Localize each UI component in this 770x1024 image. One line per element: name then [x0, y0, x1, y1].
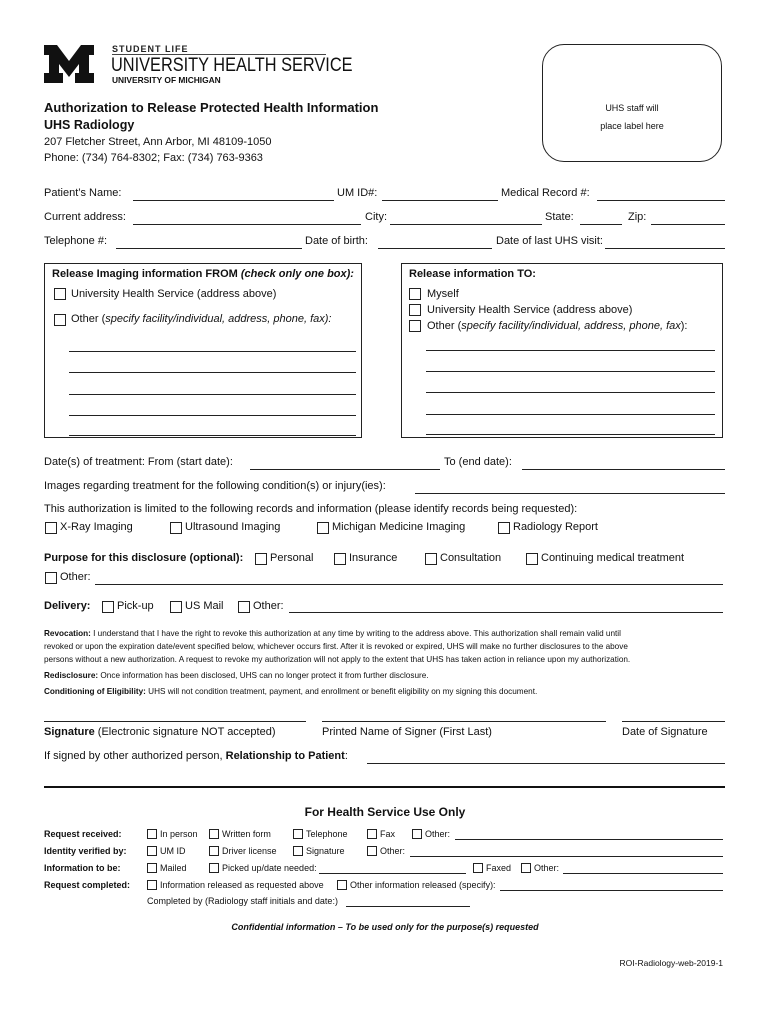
rr-fax-label: Fax — [380, 829, 396, 839]
form-title: Authorization to Release Protected Health Information — [44, 100, 379, 115]
request-completed-label: Request completed: — [44, 880, 131, 890]
purpose-other-field[interactable] — [95, 584, 723, 585]
section-divider — [44, 786, 725, 788]
office-use-heading: For Health Service Use Only — [304, 805, 466, 819]
form-code: ROI-Radiology-web-2019-1 — [619, 958, 723, 968]
delivery-other-label: Other: — [253, 600, 284, 612]
iv-signature-checkbox[interactable] — [293, 846, 303, 856]
signature-label: Signature (Electronic signature NOT accepted) — [44, 726, 276, 738]
delivery-usmail-checkbox[interactable] — [170, 601, 182, 613]
purpose-insurance-checkbox[interactable] — [334, 553, 346, 565]
printed-name-field[interactable] — [322, 721, 606, 722]
release-from-box — [44, 263, 362, 438]
patient-name-field[interactable] — [133, 200, 334, 201]
release-to-uhs-label: University Health Service (address above) — [427, 304, 633, 316]
release-from-line-5[interactable] — [69, 435, 356, 436]
delivery-usmail-label: US Mail — [185, 600, 224, 612]
state-field[interactable] — [580, 224, 622, 225]
state-label: State: — [545, 211, 574, 223]
delivery-other-field[interactable] — [289, 612, 723, 613]
release-from-line-3[interactable] — [69, 394, 356, 395]
purpose-insurance-label: Insurance — [349, 552, 398, 564]
it-mailed-label: Mailed — [160, 863, 187, 873]
rr-other-checkbox[interactable] — [412, 829, 422, 839]
rr-in-person-label: In person — [160, 829, 198, 839]
conditions-field[interactable] — [415, 493, 725, 494]
release-to-uhs-checkbox[interactable] — [409, 304, 421, 316]
release-to-other-label: Other (specify facility/individual, address, phone, fax): — [427, 320, 688, 332]
it-picked-up-field[interactable] — [319, 873, 466, 874]
address-label: Current address: — [44, 211, 126, 223]
rc-released-checkbox[interactable] — [147, 880, 157, 890]
iv-other-field[interactable] — [410, 856, 723, 857]
it-faxed-label: Faxed — [486, 863, 512, 873]
delivery-label: Delivery: — [44, 600, 91, 612]
it-other-label: Other: — [534, 863, 560, 873]
iv-signature-label: Signature — [306, 846, 345, 856]
iv-other-checkbox[interactable] — [367, 846, 377, 856]
michigan-medicine-checkbox[interactable] — [317, 522, 329, 534]
label-box-text-2: place label here — [600, 121, 664, 131]
radiology-report-label: Radiology Report — [513, 521, 598, 533]
printed-name-label: Printed Name of Signer (First Last) — [322, 726, 492, 738]
completed-by-label: Completed by (Radiology staff initials and date:) — [147, 896, 338, 906]
signature-field[interactable] — [44, 721, 306, 722]
rc-other-released-checkbox[interactable] — [337, 880, 347, 890]
purpose-other-label: Other: — [60, 571, 91, 583]
dob-field[interactable] — [378, 248, 492, 249]
limited-text: This authorization is limited to the following records and information (please identify records being requested): — [44, 503, 578, 515]
release-to-myself-checkbox[interactable] — [409, 288, 421, 300]
umid-field[interactable] — [382, 200, 498, 201]
release-to-line-3[interactable] — [426, 392, 715, 393]
label-placeholder-box — [542, 44, 722, 162]
treatment-dates-label: Date(s) of treatment: From (start date): — [44, 456, 233, 468]
release-from-other-checkbox[interactable] — [54, 314, 66, 326]
it-other-checkbox[interactable] — [521, 863, 531, 873]
delivery-pickup-checkbox[interactable] — [102, 601, 114, 613]
patient-name-label: Patient’s Name: — [44, 187, 122, 199]
relationship-field[interactable] — [367, 763, 725, 764]
rc-other-released-field[interactable] — [500, 890, 723, 891]
purpose-personal-checkbox[interactable] — [255, 553, 267, 565]
michigan-medicine-label: Michigan Medicine Imaging — [332, 521, 466, 533]
release-to-line-2[interactable] — [426, 371, 715, 372]
telephone-field[interactable] — [116, 248, 302, 249]
it-picked-up-label: Picked up/date needed: — [222, 863, 317, 873]
dob-label: Date of birth: — [305, 235, 368, 247]
rr-other-field[interactable] — [455, 839, 723, 840]
conditions-label: Images regarding treatment for the following condition(s) or injury(ies): — [44, 480, 386, 492]
release-to-other-checkbox[interactable] — [409, 320, 421, 332]
rr-fax-checkbox[interactable] — [367, 829, 377, 839]
ultrasound-checkbox[interactable] — [170, 522, 182, 534]
xray-checkbox[interactable] — [45, 522, 57, 534]
release-to-line-5[interactable] — [426, 434, 715, 435]
medical-record-label: Medical Record #: — [501, 187, 590, 199]
iv-other-label: Other: — [380, 846, 406, 856]
release-from-line-1[interactable] — [69, 351, 356, 352]
completed-by-field[interactable] — [346, 906, 470, 907]
revocation-text-3: persons without a new authorization. A request to revoke my authorization will not apply to the extent that UHS has taken action in reliance upon my authorization. — [44, 655, 631, 664]
purpose-consultation-label: Consultation — [440, 552, 502, 564]
address-field[interactable] — [133, 224, 361, 225]
release-from-uhs-checkbox[interactable] — [54, 288, 66, 300]
redisclosure-text: Redisclosure: Once information has been disclosed, UHS can no longer protect it from further disclosure. — [44, 671, 429, 680]
conditioning-text: Conditioning of Eligibility: UHS will not condition treatment, payment, and enrollment or benefit eligibility on my signing this document. — [44, 687, 538, 696]
info-to-be-label: Information to be: — [44, 863, 121, 873]
it-other-field[interactable] — [563, 873, 723, 874]
release-from-other-label: Other (specify facility/individual, address, phone, fax): — [71, 313, 332, 325]
end-date-label: To (end date): — [444, 456, 512, 468]
release-to-line-4[interactable] — [426, 414, 715, 415]
logo-umich: UNIVERSITY OF MICHIGAN — [112, 75, 221, 85]
delivery-other-checkbox[interactable] — [238, 601, 250, 613]
purpose-continuing-label: Continuing medical treatment — [541, 552, 685, 564]
signature-date-field[interactable] — [622, 721, 725, 722]
rr-other-label: Other: — [425, 829, 451, 839]
label-box-text-1: UHS staff will — [605, 103, 659, 113]
release-from-line-2[interactable] — [69, 372, 356, 373]
rr-written-checkbox[interactable] — [209, 829, 219, 839]
city-field[interactable] — [390, 224, 542, 225]
rc-other-released-label: Other information released (specify): — [350, 880, 496, 890]
release-to-box — [401, 263, 723, 438]
release-from-line-4[interactable] — [69, 415, 356, 416]
end-date-field[interactable] — [522, 469, 725, 470]
iv-driver-license-checkbox[interactable] — [209, 846, 219, 856]
last-visit-label: Date of last UHS visit: — [496, 235, 603, 247]
it-mailed-checkbox[interactable] — [147, 863, 157, 873]
rr-in-person-checkbox[interactable] — [147, 829, 157, 839]
zip-field[interactable] — [651, 224, 725, 225]
medical-record-field[interactable] — [597, 200, 725, 201]
request-received-label: Request received: — [44, 829, 122, 839]
release-from-uhs-label: University Health Service (address above) — [71, 288, 277, 300]
purpose-other-checkbox[interactable] — [45, 572, 57, 584]
it-picked-up-checkbox[interactable] — [209, 863, 219, 873]
department-phone: Phone: (734) 764-8302; Fax: (734) 763-9363 — [44, 152, 263, 164]
city-label: City: — [365, 211, 387, 223]
release-to-myself-label: Myself — [427, 288, 459, 300]
it-faxed-checkbox[interactable] — [473, 863, 483, 873]
release-to-line-1[interactable] — [426, 350, 715, 351]
release-from-heading: Release Imaging information FROM (check only one box): — [52, 268, 354, 280]
iv-umid-label: UM ID — [160, 846, 186, 856]
zip-label: Zip: — [628, 211, 647, 223]
department-address: 207 Fletcher Street, Ann Arbor, MI 48109-1050 — [44, 136, 272, 148]
delivery-pickup-label: Pick-up — [117, 600, 154, 612]
last-visit-field[interactable] — [605, 248, 725, 249]
rr-written-label: Written form — [222, 829, 271, 839]
radiology-report-checkbox[interactable] — [498, 522, 510, 534]
purpose-label: Purpose for this disclosure (optional): — [44, 552, 244, 564]
purpose-consultation-checkbox[interactable] — [425, 553, 437, 565]
rr-telephone-label: Telephone — [306, 829, 348, 839]
signature-date-label: Date of Signature — [622, 726, 708, 738]
iv-driver-license-label: Driver license — [222, 846, 277, 856]
telephone-label: Telephone #: — [44, 235, 107, 247]
department-name: UHS Radiology — [44, 118, 135, 132]
start-date-field[interactable] — [250, 469, 440, 470]
revocation-text-1: Revocation: I understand that I have the right to revoke this authorization at any time by writing to the address above. This authorization shall remain valid until — [44, 629, 621, 638]
logo-student-life: STUDENT LIFE — [112, 44, 189, 54]
iv-umid-checkbox[interactable] — [147, 846, 157, 856]
block-m-logo-icon — [44, 45, 94, 83]
confidential-notice: Confidential information – To be used only for the purpose(s) requested — [231, 922, 539, 932]
umid-label: UM ID#: — [337, 187, 378, 199]
xray-label: X-Ray Imaging — [60, 521, 133, 533]
revocation-text-2: revoked or upon the expiration date/event specified below, whichever occurs first. After it is revoked or expired, UHS will make no further disclosures to the above — [44, 642, 628, 651]
rc-released-label: Information released as requested above — [160, 880, 324, 890]
purpose-continuing-checkbox[interactable] — [526, 553, 538, 565]
release-to-heading: Release information TO: — [409, 268, 536, 280]
rr-telephone-checkbox[interactable] — [293, 829, 303, 839]
identity-verified-label: Identity verified by: — [44, 846, 127, 856]
purpose-personal-label: Personal — [270, 552, 314, 564]
relationship-label: If signed by other authorized person, Relationship to Patient: — [44, 750, 348, 762]
ultrasound-label: Ultrasound Imaging — [185, 521, 281, 533]
logo-uhs-name: UNIVERSITY HEALTH SERVICE — [111, 55, 353, 76]
